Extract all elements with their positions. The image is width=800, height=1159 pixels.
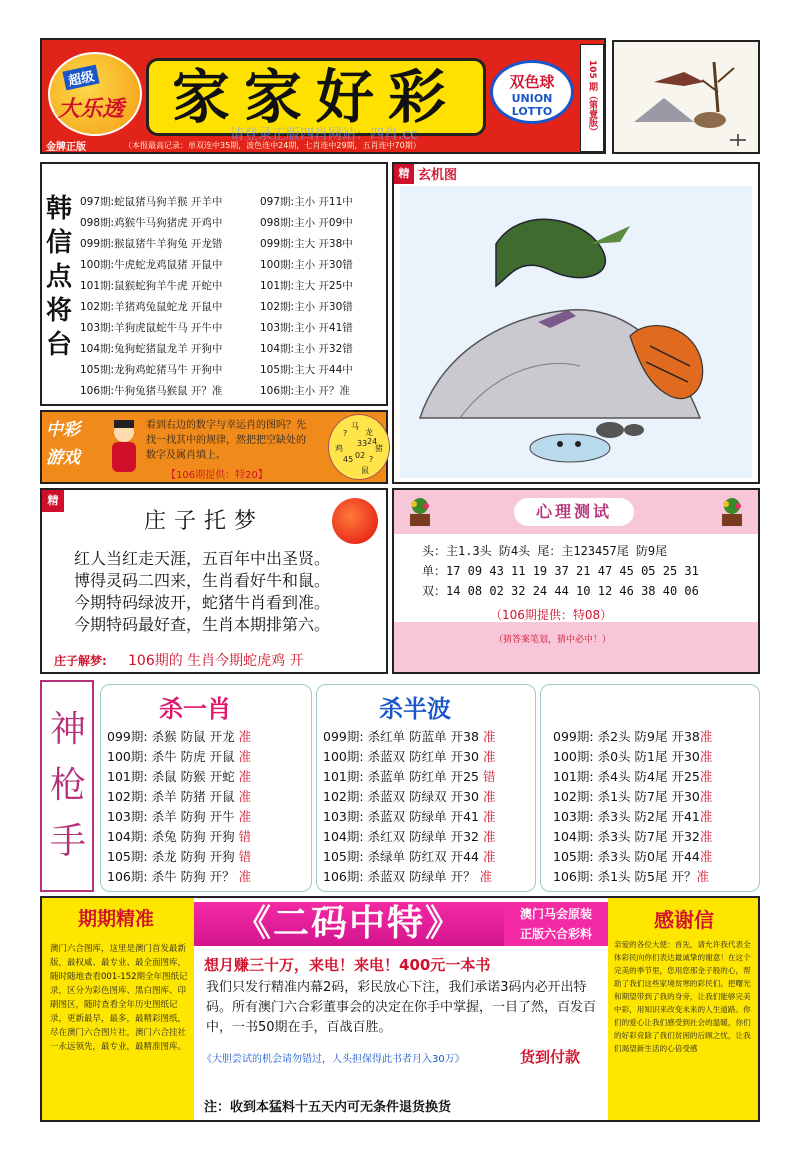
kill-head-tail-panel xyxy=(540,684,760,892)
row-open: 开？ xyxy=(209,869,235,884)
row-guard: 防绿单 xyxy=(409,809,447,824)
row-zodiac: 098期:鸡猴牛马狗猪虎 开鸡中 xyxy=(80,217,223,229)
dream-answer: 106期的 生肖今期蛇虎鸡 开 xyxy=(128,653,304,669)
row-period: 099期: xyxy=(553,729,594,744)
watermark-text: 请登录正版四肖网站：四肖.cc xyxy=(230,127,418,143)
row-guard: 防狗 xyxy=(180,809,206,824)
row-zodiac: 102期:羊猪鸡兔鼠蛇龙 开鼠中 xyxy=(80,301,223,313)
xinli-footer-band xyxy=(394,622,758,672)
row-period: 102期: xyxy=(107,789,148,804)
row-open: 开38 xyxy=(671,729,700,744)
ad-banner-side xyxy=(504,902,608,946)
table-row xyxy=(553,807,712,825)
row-result: 准 xyxy=(482,849,496,864)
row-open: 开鼠 xyxy=(209,789,235,804)
shenqiang-label-box xyxy=(40,680,94,892)
row-kill: 杀蓝单 xyxy=(367,769,406,784)
ad-center xyxy=(194,898,608,1120)
row-kill: 杀羊 xyxy=(151,809,177,824)
row-kill: 杀1头 xyxy=(597,789,631,804)
dream-label: 庄子解梦: xyxy=(54,654,107,668)
table-row xyxy=(107,787,251,805)
wheel-cell: 24 xyxy=(367,437,378,446)
row-open: 开蛇 xyxy=(209,769,235,784)
row-guard: 防4尾 xyxy=(634,769,668,784)
row-open: 开25 xyxy=(450,769,479,784)
xuanji-tag: 精 xyxy=(394,164,414,184)
row-result: 准 xyxy=(238,729,252,744)
table-row xyxy=(80,299,353,314)
thanks-text: 亲爱的各位大使：首先，请允许我代表全体彩民向你们表达最诚挚的谢意！在这个完美的季节里，您用您那金子般的心，帮助了我们这些家境贫寒的彩民们。把曙光和期望带到了我的身旁，让我们能够完美中彩，用知识来改变未来的人生道路。你们的爱心让我们感受到社会的温暖，你们的好彩竞除了我们贫困的后顾之忧，让我们渴望新生活的心倍受感 xyxy=(614,940,751,1053)
logo-right-en: UNION LOTTO xyxy=(511,92,553,118)
row-kill: 杀3头 xyxy=(597,829,631,844)
row-period: 105期: xyxy=(107,849,148,864)
row-result: 准 xyxy=(699,829,713,844)
row-result: 准 xyxy=(699,749,713,764)
table-row xyxy=(323,767,495,785)
row-open: 开？ xyxy=(671,869,697,884)
row-kill: 杀3头 xyxy=(597,809,631,824)
row-period: 099期: xyxy=(107,729,148,744)
row-kill: 杀兔 xyxy=(151,829,177,844)
row-result: 准 xyxy=(482,809,496,824)
row-result: 准 xyxy=(696,869,709,884)
qqjz-title: 期期精准 xyxy=(77,908,154,930)
row-result: 错 xyxy=(238,829,252,844)
row-zodiac: 105期:龙狗鸡蛇猪马牛 开狗中 xyxy=(80,364,223,376)
row-open: 开25 xyxy=(671,769,700,784)
table-row xyxy=(80,320,353,335)
row-open: 开狗 xyxy=(209,829,235,844)
poem-line: 红人当红走天涯，五百年中出圣贤。 xyxy=(74,549,331,568)
row-kill: 杀牛 xyxy=(151,869,177,884)
row-open: 开？ xyxy=(450,869,476,884)
wheel-cell: 鸡 xyxy=(335,444,343,453)
row-period: 105期: xyxy=(323,849,364,864)
row-period: 104期: xyxy=(553,829,594,844)
row-period: 106期: xyxy=(323,869,364,884)
table-row xyxy=(553,747,712,765)
row-period: 100期: xyxy=(323,749,364,764)
table-row xyxy=(80,194,353,209)
row-zodiac: 103期:羊狗虎鼠蛇牛马 开牛中 xyxy=(80,322,223,334)
table-row xyxy=(80,383,350,398)
row-period: 103期: xyxy=(107,809,148,824)
row-result: 准 xyxy=(238,749,252,764)
row-kill: 杀蓝双 xyxy=(367,789,406,804)
logo-left-text: 大乐透 xyxy=(58,97,125,122)
masthead xyxy=(40,38,606,154)
row-result: 准 xyxy=(699,809,713,824)
record-note: （本报最高记录：单双连中35期，波色连中24期，七肖连中29期，五肖连中70期） xyxy=(124,141,421,150)
row-result: 准 xyxy=(482,729,496,744)
odd-numbers-line: 单：17 09 43 11 19 37 21 47 45 05 25 31 xyxy=(422,564,699,578)
row-open: 开鼠 xyxy=(209,749,235,764)
zodiac-wheel xyxy=(328,414,390,480)
ad-side-line1: 澳门马会原装 xyxy=(519,907,592,921)
row-result: 错 xyxy=(482,769,496,784)
panel-title: 杀半波 xyxy=(379,695,451,723)
table-row xyxy=(553,767,712,785)
row-open: 开32 xyxy=(450,829,479,844)
table-row xyxy=(553,867,709,885)
row-result: 准 xyxy=(238,769,252,784)
bottom-section xyxy=(40,896,760,1122)
flower-pot-icon xyxy=(402,494,438,530)
dragon-tiger-illustration xyxy=(400,186,752,478)
row-size: 099期:主大 开38中 xyxy=(260,238,353,250)
row-period: 100期: xyxy=(553,749,594,764)
row-open: 开44 xyxy=(671,849,700,864)
row-guard: 防狗 xyxy=(180,869,206,884)
wheel-cell: 马 xyxy=(351,422,359,431)
row-open: 开30 xyxy=(450,789,479,804)
xinli-slogan: （猜答案笔划，猜中必中！） xyxy=(494,635,612,645)
table-row xyxy=(107,807,251,825)
row-guard: 防红单 xyxy=(409,749,447,764)
row-result: 准 xyxy=(699,729,713,744)
row-zodiac: 099期:猴鼠猪牛羊狗兔 开龙错 xyxy=(80,238,223,250)
row-guard: 防绿双 xyxy=(409,789,447,804)
row-kill: 杀猴 xyxy=(151,729,177,744)
thanks-title: 感谢信 xyxy=(654,908,714,932)
row-zodiac: 106期:牛狗兔猪马猴鼠 开？准 xyxy=(80,385,223,397)
poem-line: 今期特码绿波开，蛇猪牛肖看到准。 xyxy=(74,593,331,612)
row-result: 准 xyxy=(699,769,713,784)
game-label xyxy=(46,416,80,472)
row-open: 开牛 xyxy=(209,809,235,824)
row-guard: 防猪 xyxy=(180,789,206,804)
row-guard: 防红双 xyxy=(409,849,447,864)
row-kill: 杀绿单 xyxy=(367,849,406,864)
table-row xyxy=(107,747,251,765)
table-row xyxy=(80,341,353,356)
table-row xyxy=(107,867,251,885)
row-period: 104期: xyxy=(107,829,148,844)
kill-half-wave-panel xyxy=(316,684,536,892)
table-row xyxy=(107,827,251,845)
row-kill: 杀蓝双 xyxy=(367,749,406,764)
hanxin-panel xyxy=(40,162,388,406)
game-label-line1: 中彩 xyxy=(46,420,80,440)
table-row xyxy=(80,215,353,230)
row-period: 104期: xyxy=(323,829,364,844)
row-size: 106期:主小 开？准 xyxy=(260,385,350,397)
issue-strip: 105 期（第壹版） xyxy=(580,44,604,152)
table-row xyxy=(323,727,495,745)
row-result: 准 xyxy=(238,809,252,824)
table-row xyxy=(553,727,712,745)
logo-left-label: 超级 xyxy=(62,65,99,91)
row-zodiac: 101期:鼠猴蛇狗羊牛虎 开蛇中 xyxy=(80,280,223,292)
table-row xyxy=(323,747,495,765)
flower-pot-icon xyxy=(714,494,750,530)
row-open: 开44 xyxy=(450,849,479,864)
table-row xyxy=(107,847,251,865)
row-period: 102期: xyxy=(323,789,364,804)
game-provide: 【106期提供：特20】 xyxy=(166,470,268,481)
row-kill: 杀2头 xyxy=(597,729,631,744)
row-size: 097期:主小 开11中 xyxy=(260,196,353,208)
row-period: 106期: xyxy=(107,869,148,884)
super-lotto-logo xyxy=(48,52,142,136)
row-guard: 防绿单 xyxy=(409,869,447,884)
wheel-cell: ? xyxy=(343,429,348,438)
panel-title: 杀一肖 xyxy=(159,695,231,723)
row-period: 099期: xyxy=(323,729,364,744)
ad-side-line2: 正版六合彩料 xyxy=(519,927,592,941)
row-open: 开龙 xyxy=(209,729,235,744)
row-result: 准 xyxy=(482,749,496,764)
table-row xyxy=(553,827,712,845)
row-kill: 杀1头 xyxy=(597,869,631,884)
game-label-line2: 游戏 xyxy=(46,448,80,468)
xinli-panel xyxy=(392,488,760,674)
row-guard: 防狗 xyxy=(180,849,206,864)
row-period: 101期: xyxy=(107,769,148,784)
table-row xyxy=(107,727,251,745)
eagle-bull-illustration xyxy=(614,42,758,152)
logo-right-cn: 双色球 xyxy=(509,73,555,91)
row-guard: 防虎 xyxy=(180,749,206,764)
row-period: 101期: xyxy=(323,769,364,784)
table-row xyxy=(323,867,492,885)
wheel-cell: 33 xyxy=(357,439,368,448)
edition-badge: 金牌正版 xyxy=(46,142,86,153)
kill-one-zodiac-panel xyxy=(100,684,312,892)
row-kill: 杀羊 xyxy=(151,789,177,804)
row-kill: 杀3头 xyxy=(597,849,631,864)
wheel-cell: 45 xyxy=(343,455,354,464)
row-result: 错 xyxy=(238,849,252,864)
row-kill: 杀牛 xyxy=(151,749,177,764)
row-period: 106期: xyxy=(553,869,594,884)
row-period: 103期: xyxy=(323,809,364,824)
xinli-provide: （106期提供：特08） xyxy=(490,608,613,622)
row-size: 105期:主大 开44中 xyxy=(260,364,353,376)
row-guard: 防7尾 xyxy=(634,789,668,804)
sun-icon xyxy=(332,498,378,544)
table-row xyxy=(80,236,353,251)
row-kill: 杀红单 xyxy=(367,729,406,744)
row-guard: 防猴 xyxy=(180,769,206,784)
xuanji-label: 玄机图 xyxy=(418,168,458,183)
row-open: 开30 xyxy=(450,749,479,764)
row-guard: 防狗 xyxy=(180,829,206,844)
game-instructions: 看到右边的数字与幸运肖的图吗？先找一找其中的规律，然把把空缺处的数字及属肖填上。 xyxy=(146,420,306,461)
ad-banner: 《二码中特》 xyxy=(194,902,504,946)
row-guard: 防5尾 xyxy=(634,869,668,884)
row-result: 准 xyxy=(238,869,252,884)
row-guard: 防9尾 xyxy=(634,729,668,744)
cod-label: 货到付款 xyxy=(520,1048,581,1066)
row-period: 102期: xyxy=(553,789,594,804)
row-open: 开41 xyxy=(671,809,700,824)
shenqiang-label: 神枪手 xyxy=(50,709,87,862)
row-kill: 杀蓝双 xyxy=(367,869,406,884)
row-guard: 防7尾 xyxy=(634,829,668,844)
table-row xyxy=(80,257,353,272)
row-result: 准 xyxy=(482,829,496,844)
row-period: 100期: xyxy=(107,749,148,764)
table-row xyxy=(323,787,495,805)
row-guard: 防1尾 xyxy=(634,749,668,764)
row-size: 103期:主小 开41错 xyxy=(260,322,353,334)
table-row xyxy=(80,278,353,293)
row-zodiac: 097期:蛇鼠猪马狗羊猴 开羊中 xyxy=(80,196,223,208)
row-size: 104期:主小 开32错 xyxy=(260,343,353,355)
row-kill: 杀龙 xyxy=(151,849,177,864)
row-kill: 杀蓝双 xyxy=(367,809,406,824)
union-lotto-logo xyxy=(490,60,574,124)
xinli-title: 心理测试 xyxy=(514,498,634,526)
hanxin-title: 韩信点将台 xyxy=(46,194,73,360)
row-open: 开32 xyxy=(671,829,700,844)
head-tail-line: 头：主1.3头 防4头 尾：主123457尾 防9尾 xyxy=(422,544,668,558)
row-result: 准 xyxy=(479,869,493,884)
row-open: 开41 xyxy=(450,809,479,824)
wheel-cell: 鼠 xyxy=(361,466,369,475)
qqjz-text: 澳门六合图库，这里是澳门首发最新版，最权威、最专业、最全面图库，随时随地查看001-152期全年图纸记录，区分为彩色图库、黑白图库、印刷图区，随时查看全年历史图纸记录，更新最早，最多，最精彩图纸，尽在澳门六合图片社，澳门六合挂社一永远领先，最专业，最精准图库。 xyxy=(50,944,188,1052)
row-guard: 防绿单 xyxy=(409,829,447,844)
row-guard: 防鼠 xyxy=(180,729,206,744)
row-size: 101期:主大 开25中 xyxy=(260,280,353,292)
row-kill: 杀4头 xyxy=(597,769,631,784)
row-open: 开30 xyxy=(671,789,700,804)
row-guard: 防红单 xyxy=(409,769,447,784)
row-guard: 防0尾 xyxy=(634,849,668,864)
god-of-wealth-icon xyxy=(104,418,144,478)
row-guard: 防蓝单 xyxy=(409,729,447,744)
poem-line: 今期特码最好查，生肖本期排第六。 xyxy=(74,615,331,634)
ad-note: 注：收到本猛料十五天内可无条件退货换货 xyxy=(204,1100,452,1115)
row-period: 103期: xyxy=(553,809,594,824)
row-period: 105期: xyxy=(553,849,594,864)
wheel-cell: 猪 xyxy=(375,444,383,453)
row-guard: 防2尾 xyxy=(634,809,668,824)
table-row xyxy=(80,362,353,377)
row-open: 开狗 xyxy=(209,849,235,864)
poem-line: 博得灵码二四来，生肖看好牛和鼠。 xyxy=(74,571,331,590)
table-row xyxy=(323,847,495,865)
row-result: 准 xyxy=(699,849,713,864)
wheel-cell: ? xyxy=(369,455,374,464)
wheel-cell: 02 xyxy=(355,451,366,460)
row-zodiac: 100期:牛虎蛇龙鸡鼠猪 开鼠中 xyxy=(80,259,223,271)
ad-quote: 《大胆尝试的机会请勿错过，人头担保得此书者月入30万》 xyxy=(202,1054,465,1065)
table-row xyxy=(323,827,495,845)
row-period: 101期: xyxy=(553,769,594,784)
zhuangzi-title: 庄子托梦 xyxy=(144,509,265,534)
row-result: 准 xyxy=(699,789,713,804)
zhuangzi-panel xyxy=(40,488,388,674)
xuanji-panel xyxy=(392,162,760,484)
corner-illustration xyxy=(612,40,760,154)
table-row xyxy=(553,847,712,865)
row-kill: 杀鼠 xyxy=(151,769,177,784)
ad-subtitle: 想月赚三十万，来电！来电！400元一本书 xyxy=(204,956,491,974)
row-open: 开38 xyxy=(450,729,479,744)
row-size: 102期:主小 开30错 xyxy=(260,301,353,313)
row-size: 100期:主小 开30错 xyxy=(260,259,353,271)
row-kill: 杀0头 xyxy=(597,749,631,764)
row-result: 准 xyxy=(482,789,496,804)
even-numbers-line: 双：14 08 02 32 24 44 10 12 46 38 40 06 xyxy=(422,584,699,598)
table-row xyxy=(553,787,712,805)
table-row xyxy=(107,767,251,785)
row-kill: 杀红双 xyxy=(367,829,406,844)
game-panel xyxy=(40,410,388,484)
ad-body: 我们只发行精准内幕2码，彩民放心下注，我们承诺3码内必开出特码。所有澳门六合彩董事会的决定在你手中掌握，一目了然，百发百中，一书50期在手，百战百胜。 xyxy=(206,980,597,1035)
wheel-cell: 龙 xyxy=(365,428,373,437)
row-zodiac: 104期:兔狗蛇猪鼠龙羊 开狗中 xyxy=(80,343,223,355)
row-result: 准 xyxy=(238,789,252,804)
row-open: 开30 xyxy=(671,749,700,764)
zhuangzi-tag: 精 xyxy=(42,490,64,512)
row-size: 098期:主小 开09中 xyxy=(260,217,353,229)
page-title: 家家好彩 xyxy=(146,58,486,136)
table-row xyxy=(323,807,495,825)
